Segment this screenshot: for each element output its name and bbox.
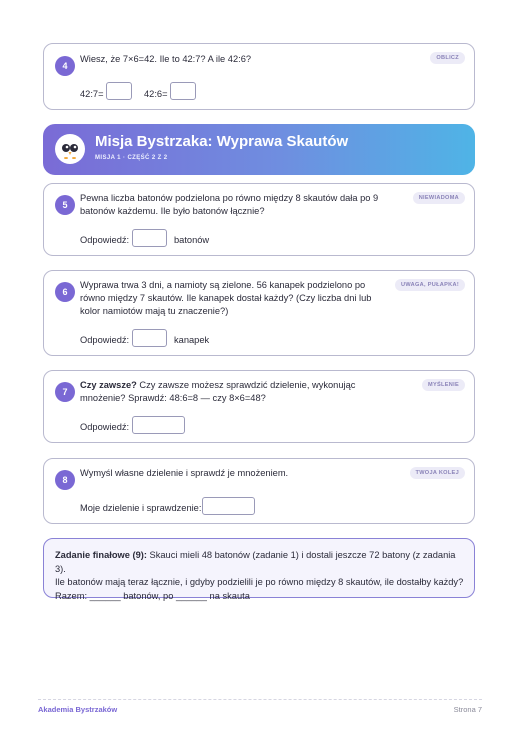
task-question-line-1	[80, 379, 355, 393]
mission-subtitle: MISJA 1 · CZĘŚĆ 2 Z 2	[95, 155, 168, 161]
owl-mascot-icon	[55, 134, 85, 164]
task-question: Wymyśl własne dzielenie i sprawdź je mnożeniem.	[80, 468, 289, 478]
task-number-badge: 6	[55, 282, 75, 302]
task-category-badge: NIEWIADOMA	[413, 192, 465, 204]
answer-field[interactable]	[132, 229, 167, 247]
answer-label-1: 42:7=	[80, 89, 104, 99]
answer-label: Odpowiedź:	[80, 235, 130, 245]
task-5-card	[43, 183, 475, 256]
final-task-line-2: Ile batonów mają teraz łącznie, i gdyby podzielili je po równo między 8 skautów, ile dostałby każdy?	[55, 577, 464, 587]
task-number-badge: 7	[55, 382, 75, 402]
task-question: Wiesz, że 7×6=42. Ile to 42:7? A ile 42:6?	[80, 54, 252, 64]
answer-field[interactable]	[132, 329, 167, 347]
answer-label: Moje dzielenie i sprawdzenie:	[80, 503, 202, 513]
footer-page-number: Strona 7	[453, 705, 482, 714]
footer-divider	[38, 699, 482, 700]
task-6-card	[43, 270, 475, 356]
task-question-line-3: kolor namiotów mają tu znaczenie?)	[80, 306, 229, 316]
answer-field-1[interactable]	[106, 82, 132, 100]
task-4-card	[43, 43, 475, 110]
final-task-title: Zadanie finałowe (9):	[55, 550, 147, 560]
mission-banner	[43, 124, 475, 175]
task-question-rest: Czy zawsze możesz sprawdzić dzielenie, wykonując	[136, 380, 356, 390]
task-category-badge: TWOJA KOLEJ	[410, 467, 466, 479]
task-category-badge: OBLICZ	[430, 52, 465, 64]
final-task-text	[55, 549, 465, 603]
final-task-line-3: Razem: ______ batonów, po ______ na skauta	[55, 590, 250, 601]
task-question-line-1: Wyprawa trwa 3 dni, a namioty są zielone. 56 kanapek podzielono po	[80, 280, 366, 290]
answer-label: Odpowiedź:	[80, 335, 130, 345]
task-7-card	[43, 370, 475, 443]
final-task-line-1-rest: Skauci mieli 48 batonów (zadanie 1) i dostali jeszcze 72 batony (z zadania 3).	[55, 550, 456, 574]
mission-title: Misja Bystrzaka: Wyprawa Skautów	[95, 133, 349, 150]
task-number-badge: 4	[55, 56, 75, 76]
task-question-line-2: równo między 7 skautów. Ile kanapek dostał każdy? (Czy liczba dni lub	[80, 293, 372, 303]
task-question-line-1: Pewna liczba batonów podzielona po równo między 8 skautów dała po 9	[80, 193, 379, 203]
footer-brand: Akademia Bystrzaków	[38, 705, 118, 714]
answer-unit: batonów	[174, 235, 210, 245]
answer-field[interactable]	[202, 497, 255, 515]
final-task-box	[43, 538, 475, 601]
task-category-badge: UWAGA, PUŁAPKA!	[395, 279, 465, 291]
answer-label: Odpowiedź:	[80, 422, 130, 432]
answer-field-2[interactable]	[170, 82, 196, 100]
task-question-line-2: batonów każdemu. Ile było batonów łącznie?	[80, 206, 265, 216]
answer-unit: kanapek	[174, 335, 210, 345]
answer-field[interactable]	[132, 416, 185, 434]
task-question-line-2: mnożenie? Sprawdź: 48:6=8 — czy 8×6=48?	[80, 393, 266, 403]
task-number-badge: 5	[55, 195, 75, 215]
task-8-card	[43, 458, 475, 524]
task-question-bold: Czy zawsze?	[80, 380, 137, 390]
task-number-badge: 8	[55, 470, 75, 490]
task-category-badge: MYŚLENIE	[422, 379, 465, 391]
answer-label-2: 42:6=	[144, 89, 168, 99]
final-task-line-1	[55, 549, 465, 576]
